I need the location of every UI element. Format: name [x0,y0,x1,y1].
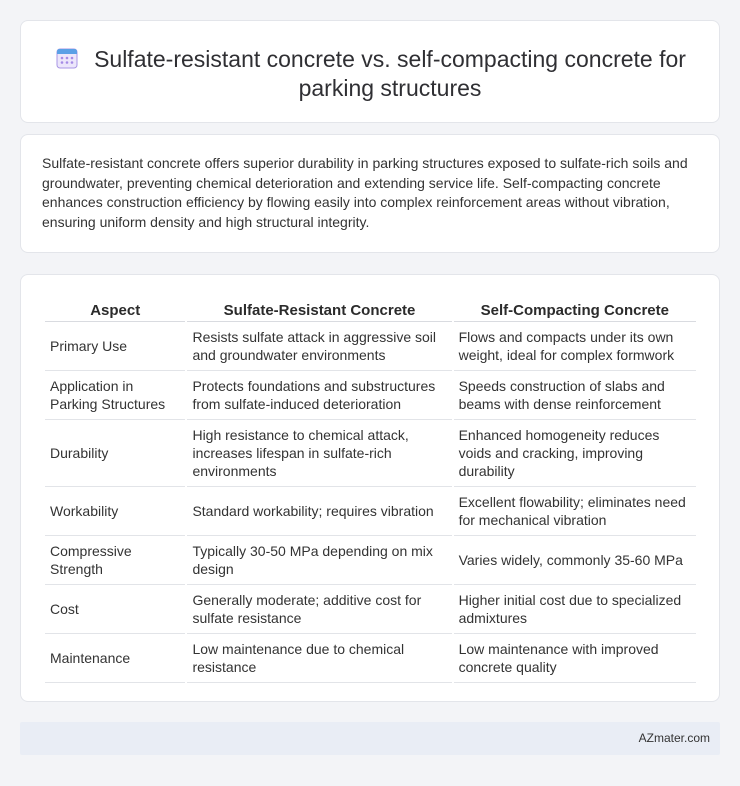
row-sulfate-value: Typically 30-50 MPa depending on mix design [187,536,451,585]
row-sulfate-value: Protects foundations and substructures from sulfate-induced deterioration [187,371,451,420]
footer-brand-link[interactable]: AZmater.com [638,731,710,745]
row-self-compacting-value: Speeds construction of slabs and beams with dense reinforcement [454,371,696,420]
row-aspect: Compressive Strength [45,536,185,585]
table-row [45,634,696,683]
table-row [45,585,696,634]
table-row [45,371,696,420]
row-sulfate-value: High resistance to chemical attack, increases lifespan in sulfate-rich environments [187,420,451,487]
table-row [45,420,696,487]
comparison-card [20,274,720,702]
row-self-compacting-value: Varies widely, commonly 35-60 MPa [454,536,696,585]
column-header-aspect: Aspect [45,297,185,322]
row-aspect: Workability [45,487,185,536]
row-aspect: Primary Use [45,322,185,371]
table-row [45,487,696,536]
title-card [20,20,720,123]
row-self-compacting-value: Excellent flowability; eliminates need for mechanical vibration [454,487,696,536]
footer-bar [20,722,720,755]
row-self-compacting-value: Flows and compacts under its own weight, ideal for complex formwork [454,322,696,371]
comparison-table [43,297,698,683]
page-title: Sulfate-resistant concrete vs. self-compacting concrete for parking structures [94,46,686,101]
row-aspect: Durability [45,420,185,487]
row-sulfate-value: Low maintenance due to chemical resistance [187,634,451,683]
row-self-compacting-value: Low maintenance with improved concrete quality [454,634,696,683]
row-aspect: Cost [45,585,185,634]
row-sulfate-value: Generally moderate; additive cost for sulfate resistance [187,585,451,634]
row-sulfate-value: Resists sulfate attack in aggressive soil and groundwater environments [187,322,451,371]
row-aspect: Maintenance [45,634,185,683]
row-self-compacting-value: Higher initial cost due to specialized admixtures [454,585,696,634]
table-row [45,322,696,371]
intro-card [20,134,720,253]
table-row [45,536,696,585]
row-sulfate-value: Standard workability; requires vibration [187,487,451,536]
column-header-sulfate-resistant: Sulfate-Resistant Concrete [187,297,451,322]
table-header-row [45,297,696,322]
intro-paragraph: Sulfate-resistant concrete offers superior durability in parking structures exposed to sulfate-rich soils and groundwater, preventing chemical deterioration and extending service life. Self-compacting concrete enhances construction efficiency by flowing easily into complex reinforcement areas without vibration, ensuring uniform density and high structural integrity. [42,155,688,230]
row-aspect: Application in Parking Structures [45,371,185,420]
column-header-self-compacting: Self-Compacting Concrete [454,297,696,322]
row-self-compacting-value: Enhanced homogeneity reduces voids and cracking, improving durability [454,420,696,487]
